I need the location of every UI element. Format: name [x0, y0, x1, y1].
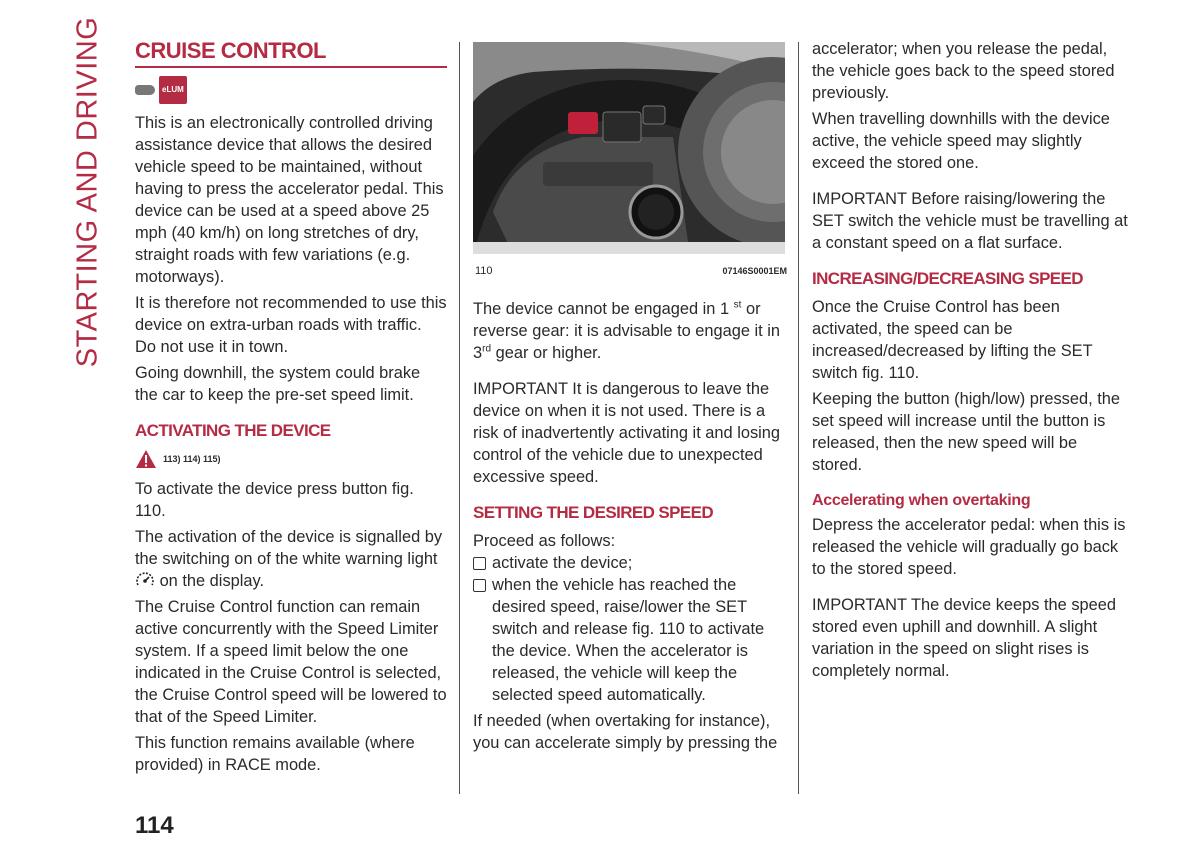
activating-heading: ACTIVATING THE DEVICE: [135, 421, 331, 440]
side-title-text: STARTING AND DRIVING: [71, 16, 104, 368]
increase-decrease-heading: INCREASING/DECREASING SPEED: [812, 269, 1083, 288]
important-paragraph: IMPORTANT Before raising/lowering the SET switch the vehicle must be travelling at a constant speed on a flat surface.: [812, 190, 1128, 252]
warning-triangle-icon: [135, 449, 157, 469]
cruise-control-warning-icon: [135, 571, 155, 589]
side-section-title: [68, 16, 108, 368]
downhill-paragraph: When travelling downhills with the device active, the vehicle speed may slightly exceed the stored one.: [812, 110, 1110, 172]
column-3: [812, 38, 1130, 686]
list-item: [473, 574, 787, 706]
version-indicator: [135, 76, 447, 104]
gear-text: or reverse gear: it is advisable to engage it in 3: [473, 300, 781, 362]
warning-reference: [135, 448, 447, 470]
incdec-paragraph: Once the Cruise Control has been activated, the speed can be increased/decreased by lifting the SET switch fig. 110.: [812, 298, 1093, 382]
accelerating-paragraph: Depress the accelerator pedal: when this is released the vehicle will gradually go back to the stored speed.: [812, 516, 1126, 578]
gear-superscript: rd: [482, 343, 492, 355]
list-item-text: when the vehicle has reached the desired speed, raise/lower the SET switch and release fig. 110 to activate the device. When the accelerator is released, the vehicle will keep the selected speed automatically.: [492, 576, 765, 704]
column-1: [135, 38, 447, 780]
list-item-text: activate the device;: [492, 554, 633, 572]
gear-paragraph: [473, 298, 787, 364]
continued-paragraph: accelerator; when you release the pedal, the vehicle goes back to the speed stored previously.: [812, 40, 1115, 102]
speed-limiter-paragraph: The Cruise Control function can remain active concurrently with the Speed Limiter system. If a speed limit below the one indicated in the Cruise Control is selected, the Cruise Control speed will be lowered to that of the Speed Limiter.: [135, 598, 447, 726]
setting-heading: SETTING THE DESIRED SPEED: [473, 503, 714, 522]
proceed-text: Proceed as follows:: [473, 532, 616, 550]
signal-text: The activation of the device is signalled by the switching on of the white warning light: [135, 528, 443, 568]
checkbox-bullet-icon: [473, 557, 486, 570]
checkbox-bullet-icon: [473, 579, 486, 592]
column-divider: [459, 42, 460, 794]
important-paragraph: IMPORTANT The device keeps the speed stored even uphill and downhill. A slight variation in the speed on slight rises is completely normal.: [812, 596, 1116, 680]
incdec-paragraph: Keeping the button (high/low) pressed, the set speed will increase until the button is released, then the new speed will be stored.: [812, 390, 1120, 474]
intro-paragraph: It is therefore not recommended to use this device on extra-urban roads with traffic. Do not use it in town.: [135, 294, 447, 356]
list-item: [473, 552, 787, 574]
important-paragraph: IMPORTANT It is dangerous to leave the device on when it is not used. There is a risk of inadvertently activating it and losing control of the vehicle due to unexpected excessive speed.: [473, 380, 781, 486]
column-2: [473, 38, 787, 758]
steering-wheel-photo: [473, 42, 785, 254]
gear-superscript: st: [733, 299, 742, 311]
warning-refs-text: 113) 114) 115): [163, 454, 221, 464]
activate-paragraph: To activate the device press button fig. 110.: [135, 480, 414, 520]
figure-number: 110: [475, 265, 493, 277]
accelerating-heading: Accelerating when overtaking: [812, 492, 1031, 509]
column-divider: [798, 42, 799, 794]
figure-caption: [475, 260, 787, 282]
overtake-paragraph: If needed (when overtaking for instance), you can accelerate simply by pressing the: [473, 712, 778, 752]
section-title: CRUISE CONTROL: [135, 38, 447, 68]
signal-text-end: on the display.: [159, 572, 265, 590]
steering-wheel-illustration: [473, 42, 785, 254]
gear-text: The device cannot be engaged in 1: [473, 300, 730, 318]
race-mode-paragraph: This function remains available (where provided) in RACE mode.: [135, 734, 415, 774]
intro-paragraph: This is an electronically controlled driving assistance device that allows the desired vehicle speed to be maintained, without having to press the accelerator pedal. This device can be used at a speed above 25 mph (40 km/h) on long stretches of dry, straight roads with few variations (e.g. motorways).: [135, 114, 444, 286]
signal-paragraph: [135, 526, 447, 592]
figure-code: 07146S0001EM: [722, 266, 787, 276]
page-number: 114: [135, 812, 174, 839]
pointing-hand-icon: [135, 85, 155, 95]
intro-paragraph: Going downhill, the system could brake the car to keep the pre-set speed limit.: [135, 364, 421, 404]
gear-text: gear or higher.: [495, 344, 602, 362]
elum-badge: eLUM: [159, 76, 187, 104]
